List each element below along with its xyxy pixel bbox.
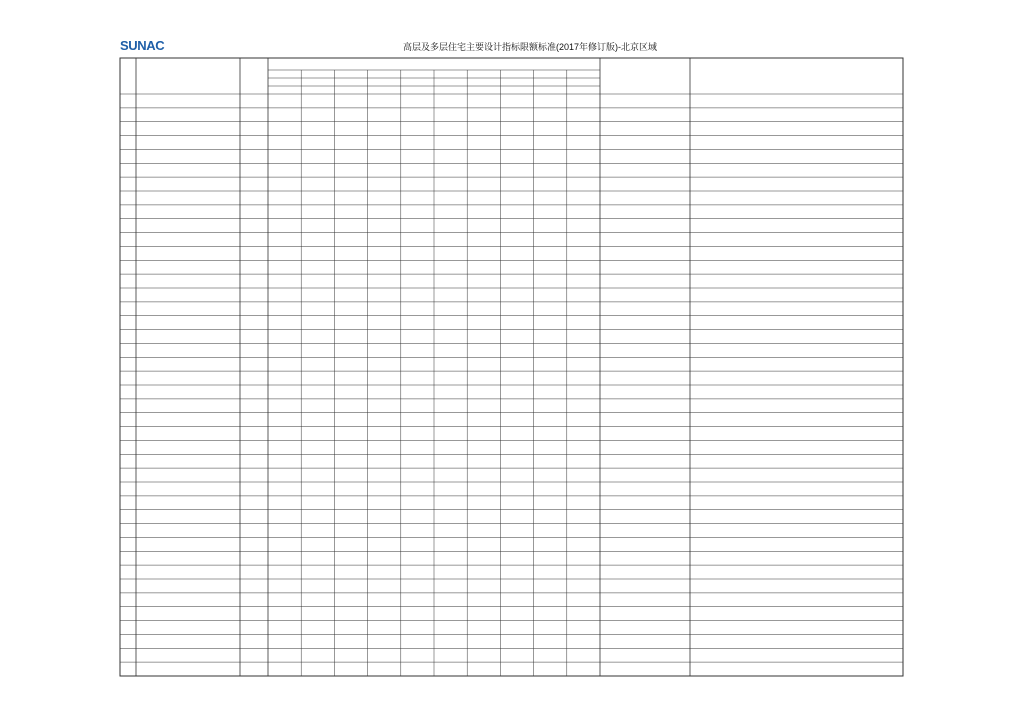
table-outline	[120, 58, 903, 676]
page-title: 高层及多层住宅主要设计指标限额标准(2017年修订版)-北京区域	[402, 42, 657, 52]
column-lines	[136, 58, 690, 676]
row-lines	[120, 70, 903, 662]
logo-mark: SUNAC	[120, 37, 165, 53]
